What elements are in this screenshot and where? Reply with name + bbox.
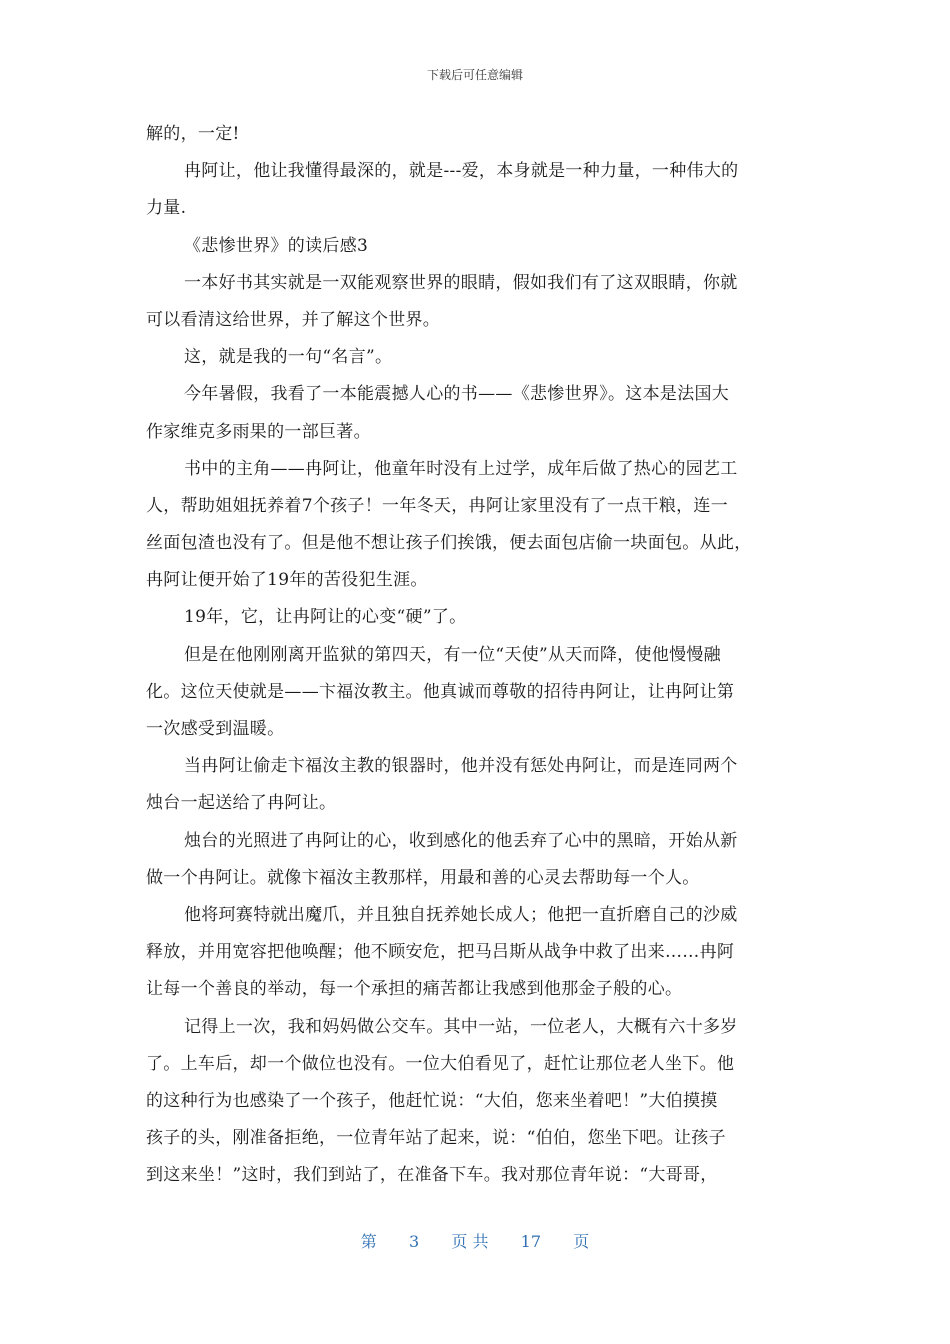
text-line: 作家维克多雨果的一部巨著。 [146,421,371,442]
text-line: 力量. [146,198,187,219]
text-line: 他将珂赛特就出魔爪，并且独自抚养她长成人；他把一直折磨自己的沙威 [184,904,738,925]
text-line: 让每一个善良的举动，每一个承担的痛苦都让我感到他那金子般的心。 [146,979,683,1000]
text-line: 烛台的光照进了冉阿让的心，收到感化的他丢弃了心中的黑暗，开始从新 [184,830,738,851]
total-pages-number: 17 [520,1232,541,1251]
text-line: 解的，一定! [146,124,240,144]
text-line: 的这种行为也感染了一个孩子，他赶忙说：“大伯，您来坐着吧！”大伯摸摸 [146,1090,718,1111]
page-header: 下载后可任意编辑 [426,68,523,82]
footer-prefix: 第 [360,1232,377,1251]
text-line: 可以看清这给世界，并了解这个世界。 [146,309,441,330]
text-line: 一本好书其实就是一双能观察世界的眼睛，假如我们有了这双眼睛，你就 [184,272,738,293]
text-line: 冉阿让，他让我懂得最深的，就是---爱，本身就是一种力量，一种伟大的 [184,161,739,182]
text-line: 这，就是我的一句“名言”。 [184,347,393,368]
text-line: 《悲惨世界》的读后感3 [184,235,369,256]
text-line: 到这来坐！”这时，我们到站了，在准备下车。我对那位青年说：“大哥哥， [146,1165,718,1186]
text-line: 冉阿让便开始了19年的苦役犯生涯。 [146,570,428,591]
text-line: 今年暑假，我看了一本能震撼人心的书——《悲惨世界》。这本是法国大 [184,384,730,405]
text-line: 一次感受到温暖。 [146,719,285,739]
text-line: 但是在他刚刚离开监狱的第四天，有一位“天使”从天而降，使他慢慢融 [184,644,721,665]
footer-middle: 页 共 [451,1232,489,1251]
page-footer [0,1229,950,1252]
text-line: 人，帮助姐姐抚养着7个孩子！一年冬天，冉阿让家里没有了一点干粮，连一 [146,495,729,516]
text-line: 19年，它，让冉阿让的心变“硬”了。 [184,607,467,628]
text-line: 化。这位天使就是——卞福汝教主。他真诚而尊敬的招待冉阿让，让冉阿让第 [146,681,735,702]
text-line: 当冉阿让偷走卞福汝主教的银器时，他并没有惩处冉阿让，而是连同两个 [184,756,738,777]
document-body [146,116,806,1194]
text-line: 书中的主角——冉阿让，他童年时没有上过学，成年后做了热心的园艺工 [184,458,738,479]
text-line: 烛台一起送给了冉阿让。 [146,793,337,814]
footer-suffix: 页 [573,1232,590,1251]
text-line: 记得上一次，我和妈妈做公交车。其中一站，一位老人，大概有六十多岁 [184,1016,738,1037]
text-line: 丝面包渣也没有了。但是他不想让孩子们挨饿，便去面包店偷一块面包。从此， [146,533,752,554]
text-line: 释放，并用宽容把他唤醒；他不顾安危，把马吕斯从战争中救了出来……冉阿 [146,942,735,963]
text-line: 了。上车后，却一个做位也没有。一位大伯看见了，赶忙让那位老人坐下。他 [146,1053,735,1074]
text-line: 做一个冉阿让。就像卞福汝主教那样，用最和善的心灵去帮助每一个人。 [146,867,700,888]
text-line: 孩子的头，刚准备拒绝，一位青年站了起来，说：“伯伯，您坐下吧。让孩子 [146,1128,726,1149]
current-page-number: 3 [408,1232,420,1251]
